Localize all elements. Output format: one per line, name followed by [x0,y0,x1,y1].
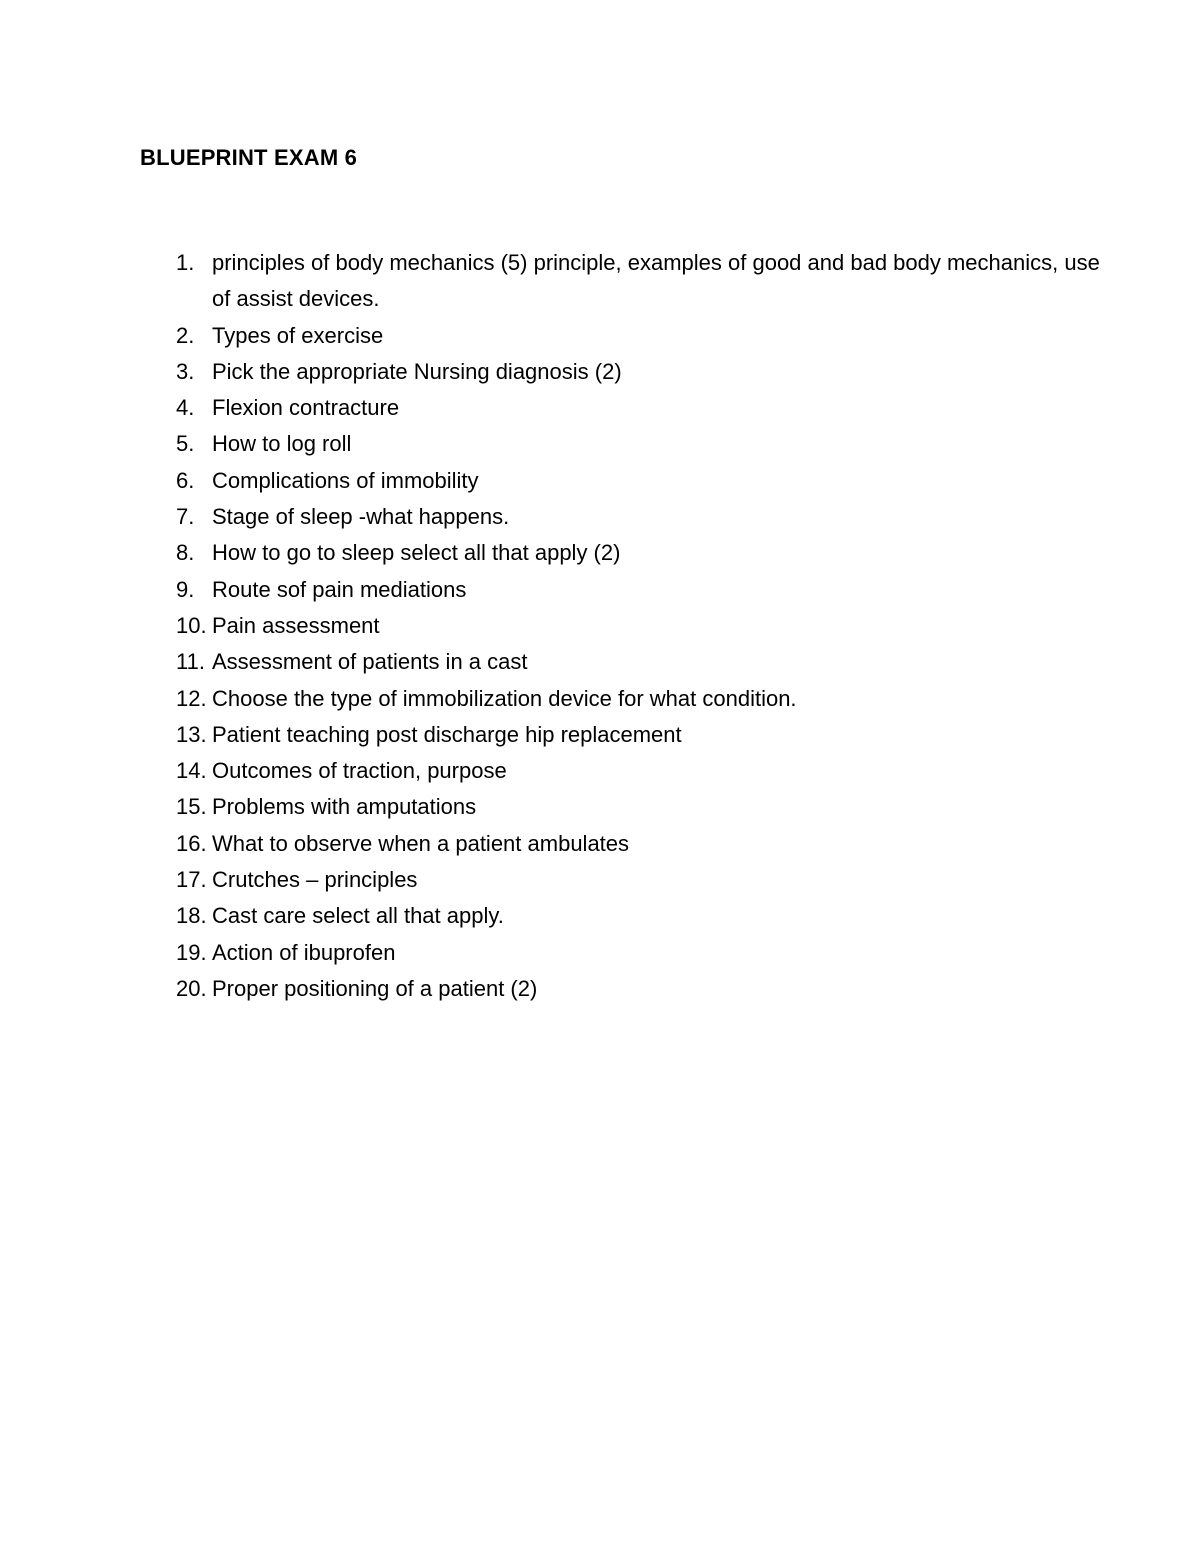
list-item-number: 10. [176,612,207,638]
list-item [140,499,1100,535]
list-item-number: 11. [176,649,205,675]
list-item [140,318,1100,354]
list-item-number: 20. [176,975,207,1001]
list-item-text: Assessment of patients in a cast [212,649,528,675]
list-item [140,789,1100,825]
list-item [140,898,1100,934]
list-item-text: Choose the type of immobilization device for what condition. [212,685,797,711]
list-item-number: 13. [176,721,207,747]
list-item-text: Types of exercise [212,322,384,348]
list-item [140,535,1100,571]
list-item-text: Outcomes of traction, purpose [212,758,507,784]
list-item-text: Proper positioning of a patient (2) [212,975,538,1001]
list-item-text: How to go to sleep select all that apply (2) [212,540,621,566]
list-item [140,426,1100,462]
list-item-text: How to log roll [212,431,352,457]
list-item-number: 8. [176,540,195,566]
list-item [140,608,1100,644]
list-item-text: Flexion contracture [212,395,400,421]
list-item [140,245,1100,318]
list-item-text: Stage of sleep -what happens. [212,504,510,530]
list-item-text: What to observe when a patient ambulates [212,830,630,856]
list-item [140,753,1100,789]
list-item-number: 19. [176,939,207,965]
list-item-text: Crutches – principles [212,867,418,893]
list-item-number: 2. [176,322,195,348]
list-item-text: Route sof pain mediations [212,576,467,602]
list-item-number: 16. [176,830,207,856]
list-item [140,681,1100,717]
list-item [140,826,1100,862]
list-item [140,390,1100,426]
list-item [140,572,1100,608]
list-item [140,935,1100,971]
list-item-number: 6. [176,467,195,493]
list-item-text: Cast care select all that apply. [212,903,504,929]
list-item [140,644,1100,680]
list-item-number: 5. [176,431,195,457]
list-item-number: 7. [176,504,195,530]
blueprint-topic-list [140,245,1100,1007]
list-item-text: Patient teaching post discharge hip replacement [212,721,682,747]
list-item-number: 17. [176,867,207,893]
document-title: BLUEPRINT EXAM 6 [140,145,358,170]
list-item-text: Pain assessment [212,612,380,638]
list-item-number: 12. [176,685,207,711]
list-item-number: 3. [176,358,195,384]
list-item-text: Action of ibuprofen [212,939,396,965]
list-item [140,862,1100,898]
list-item [140,354,1100,390]
list-item-text: principles of body mechanics (5) principle, examples of good and bad body mechanics, use of assist devices. [212,250,1100,312]
list-item-number: 18. [176,903,207,929]
list-item-number: 9. [176,576,195,602]
list-item-text: Pick the appropriate Nursing diagnosis (2) [212,358,622,384]
list-item-number: 14. [176,758,207,784]
list-item-number: 1. [176,250,195,275]
list-item [140,971,1100,1007]
list-item [140,463,1100,499]
list-item-number: 15. [176,794,207,820]
list-item-number: 4. [176,395,195,421]
list-item-text: Complications of immobility [212,467,479,493]
list-item-text: Problems with amputations [212,794,477,820]
list-item [140,717,1100,753]
